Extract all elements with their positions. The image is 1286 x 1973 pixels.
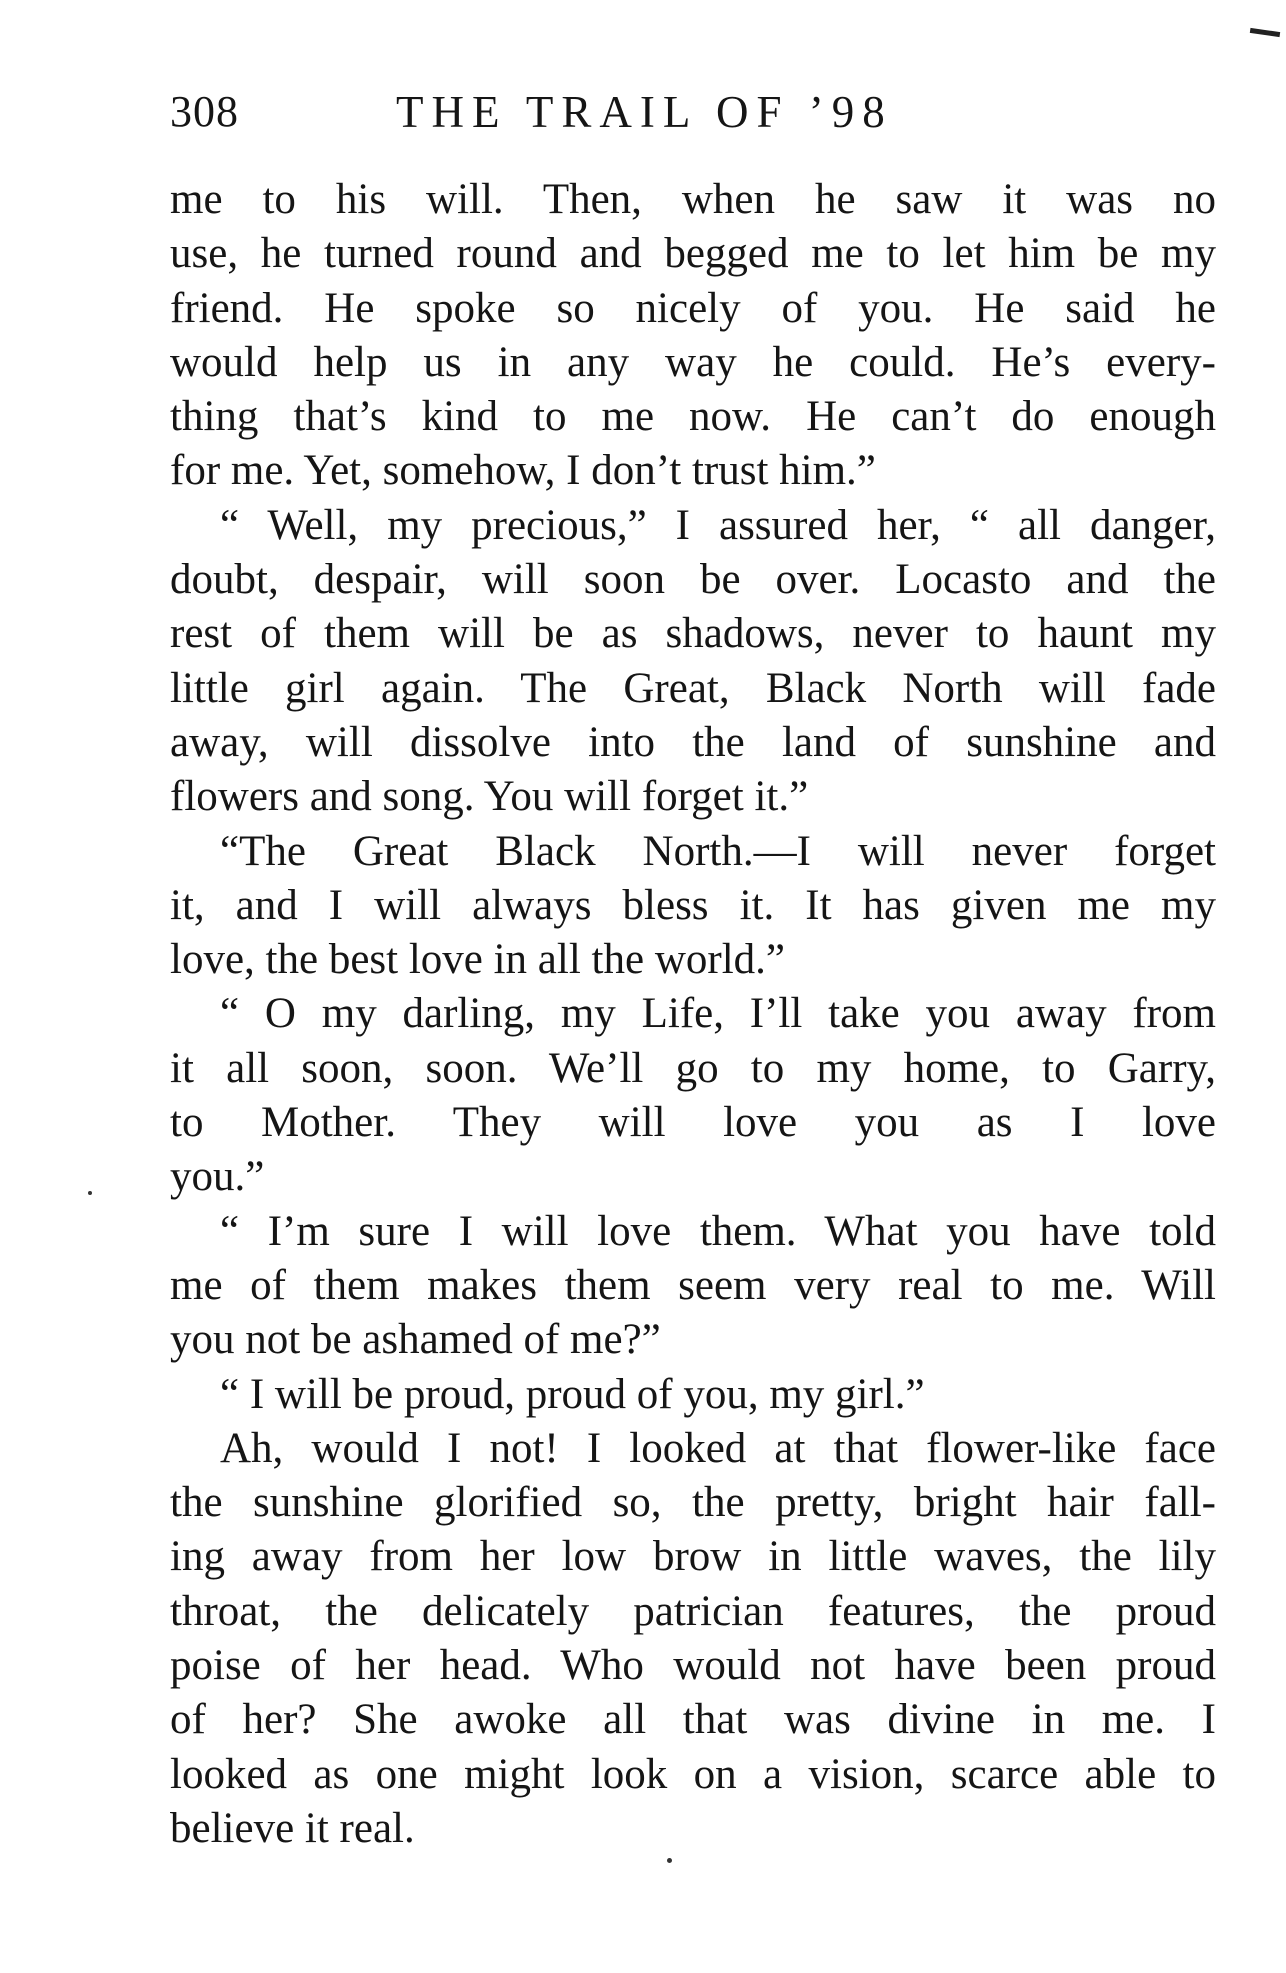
text-line: flowers and song. You will forget it.” [170, 773, 809, 821]
text-line: use, he turned round and begged me to let him be my [170, 230, 1216, 278]
text-line: you.” [170, 1153, 265, 1201]
corner-mark [1250, 28, 1280, 37]
text-line: me of them makes them seem very real to me. Will [170, 1261, 1216, 1309]
text-line: doubt, despair, will soon be over. Locasto and the [170, 556, 1216, 604]
page-header [170, 82, 1220, 152]
text-line: “ Well, my precious,” I assured her, “ all danger, [220, 501, 1216, 549]
text-line: “ O my darling, my Life, I’ll take you away from [220, 990, 1216, 1038]
text-line: me to his will. Then, when he saw it was no [170, 176, 1216, 223]
text-line: of her? She awoke all that was divine in me. I [170, 1696, 1216, 1744]
ink-speck [667, 1858, 672, 1863]
text-line: it all soon, soon. We’ll go to my home, to Garry, [170, 1044, 1216, 1092]
text-line: believe it real. [170, 1804, 415, 1852]
text-line: ing away from her low brow in little waves, the lily [170, 1533, 1216, 1581]
text-line: looked as one might look on a vision, scarce able to [170, 1750, 1216, 1798]
text-line: rest of them will be as shadows, never to haunt my [170, 610, 1216, 658]
text-line: to Mother. They will love you as I love [170, 1099, 1216, 1147]
text-line: “The Great Black North.—I will never forget [220, 827, 1216, 875]
text-line: for me. Yet, somehow, I don’t trust him.” [170, 447, 876, 495]
text-line: would help us in any way he could. He’s every- [170, 338, 1216, 386]
text-line: “ I’m sure I will love them. What you have told [220, 1207, 1216, 1255]
text-line: Ah, would I not! I looked at that flower-like face [220, 1424, 1216, 1472]
body-text [170, 173, 1216, 1856]
text-line: throat, the delicately patrician features, the proud [170, 1587, 1216, 1635]
running-title: THE TRAIL OF ’98 [396, 87, 893, 137]
text-line: it, and I will always bless it. It has given me my [170, 881, 1216, 929]
page-number: 308 [170, 87, 239, 136]
text-line: away, will dissolve into the land of sunshine and [170, 718, 1216, 766]
text-line: love, the best love in all the world.” [170, 936, 785, 984]
text-line: friend. He spoke so nicely of you. He said he [170, 284, 1216, 332]
text-line: you not be ashamed of me?” [170, 1316, 661, 1364]
text-line: poise of her head. Who would not have been proud [170, 1642, 1216, 1690]
text-line: “ I will be proud, proud of you, my girl.” [220, 1370, 925, 1418]
text-line: little girl again. The Great, Black North will fade [170, 664, 1216, 712]
text-line: the sunshine glorified so, the pretty, bright hair fall- [170, 1479, 1216, 1527]
text-line: thing that’s kind to me now. He can’t do enough [170, 393, 1216, 441]
ink-speck [88, 1191, 92, 1195]
